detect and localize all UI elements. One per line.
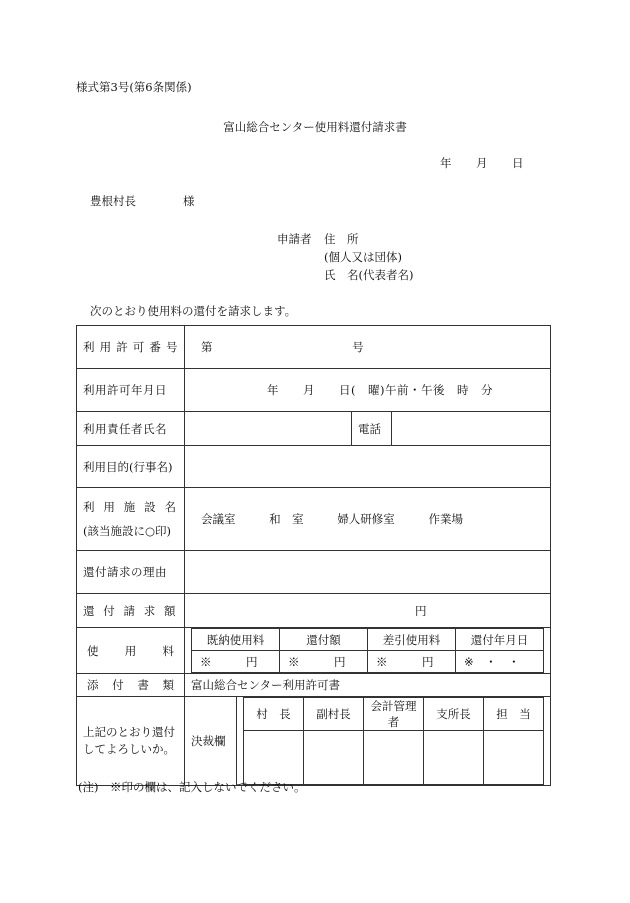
row-permit-number [77, 326, 551, 369]
purpose-field[interactable] [185, 446, 551, 488]
row-approval [77, 697, 551, 786]
permit-date-field[interactable] [185, 369, 551, 412]
amount-label: 還 付 請 求 額 [83, 603, 176, 618]
responsible-label: 利用責任者氏名 [77, 412, 185, 446]
fees-header-net: 差引使用料 [368, 629, 456, 651]
fees-label-cell [77, 628, 185, 674]
facility-option-womens-training-room[interactable]: 婦人研修室 [337, 512, 395, 526]
approval-label: 決裁欄 [191, 734, 226, 748]
phone-field[interactable] [392, 412, 551, 446]
permit-number-prefix: 第 [201, 340, 213, 354]
applicant-label: 申請者 [277, 232, 312, 246]
fees-label: 使 用 料 [87, 643, 174, 658]
fees-header-date: 還付年月日 [456, 629, 544, 651]
page-title: 富山総合センター使用料還付請求書 [223, 120, 407, 134]
approval-question: 上記のとおり還付してよろしいか。 [77, 697, 185, 786]
purpose-label: 利用目的(行事名) [77, 446, 185, 488]
fees-value-refund: ※ 円 [280, 651, 368, 673]
row-amount [77, 594, 551, 628]
permit-number-field[interactable] [185, 326, 551, 369]
permit-number-suffix: 号 [352, 340, 364, 354]
amount-label-cell [77, 594, 185, 628]
facility-option-workshop[interactable]: 作業場 [428, 512, 463, 526]
approval-seal-accounting-manager[interactable] [364, 731, 424, 785]
permit-date-label: 利用許可年月日 [77, 369, 185, 412]
facility-note: (該当施設に○印) [83, 524, 172, 538]
facility-option-japanese-room[interactable]: 和 室 [269, 512, 304, 526]
row-purpose [77, 446, 551, 488]
responsible-name-field[interactable] [185, 412, 352, 446]
approval-grid [237, 697, 551, 786]
amount-unit: 円 [415, 603, 427, 618]
approval-role-deputy-mayor: 副村長 [304, 698, 364, 731]
row-reason [77, 551, 551, 594]
fees-value-paid: ※ 円 [192, 651, 280, 673]
facility-label-cell [77, 488, 185, 551]
addressee-honorific: 様 [183, 194, 195, 208]
amount-field[interactable] [185, 594, 551, 628]
facility-label: 利 用 施 設 名 [83, 500, 178, 514]
approval-seal-deputy-mayor[interactable] [304, 731, 364, 785]
fees-header-refund: 還付額 [280, 629, 368, 651]
row-attachments [77, 674, 551, 697]
applicant-address: 住 所 [324, 232, 359, 246]
applicant-name: 氏 名(代表者名) [324, 268, 414, 282]
date-year: 年 [440, 156, 452, 170]
footnote: (注) ※印の欄は、記入しないでください。 [78, 780, 306, 794]
permit-date-value: 年 月 日( 曜)午前・午後 時 分 [267, 383, 493, 397]
row-permit-date [77, 369, 551, 412]
facility-option-meeting-room[interactable]: 会議室 [201, 512, 236, 526]
approval-role-branch-manager: 支所長 [424, 698, 484, 731]
approval-role-staff: 担 当 [484, 698, 544, 731]
approval-label-cell [185, 697, 237, 786]
reason-label: 還付請求の理由 [77, 551, 185, 594]
fees-header-paid: 既納使用料 [192, 629, 280, 651]
intro-text: 次のとおり使用料の還付を請求します。 [90, 304, 297, 318]
phone-label: 電話 [352, 412, 392, 446]
reason-field[interactable] [185, 551, 551, 594]
approval-seal-mayor[interactable] [244, 731, 304, 785]
facility-options [185, 488, 551, 551]
refund-request-table [76, 325, 551, 786]
applicant-type-note: (個人又は団体) [324, 250, 402, 264]
fees-grid [185, 628, 551, 674]
attachments-label: 添 付 書 類 [87, 678, 174, 692]
form-number: 様式第3号(第6条関係) [76, 80, 192, 94]
date-day: 日 [512, 156, 524, 170]
row-responsible [77, 412, 551, 446]
approval-seal-staff[interactable] [484, 731, 544, 785]
attachments-value: 富山総合センター利用許可書 [185, 674, 551, 697]
addressee-name: 豊根村長 [90, 194, 136, 208]
approval-seal-branch-manager[interactable] [424, 731, 484, 785]
date-month: 月 [476, 156, 488, 170]
fees-value-date: ※ ・ ・ [456, 651, 544, 673]
permit-number-label: 利 用 許 可 番 号 [77, 326, 185, 369]
fees-value-net: ※ 円 [368, 651, 456, 673]
approval-role-accounting-manager: 会計管理者 [364, 698, 424, 731]
attachments-label-cell [77, 674, 185, 697]
row-fees [77, 628, 551, 674]
approval-role-mayor: 村 長 [244, 698, 304, 731]
row-facility [77, 488, 551, 551]
